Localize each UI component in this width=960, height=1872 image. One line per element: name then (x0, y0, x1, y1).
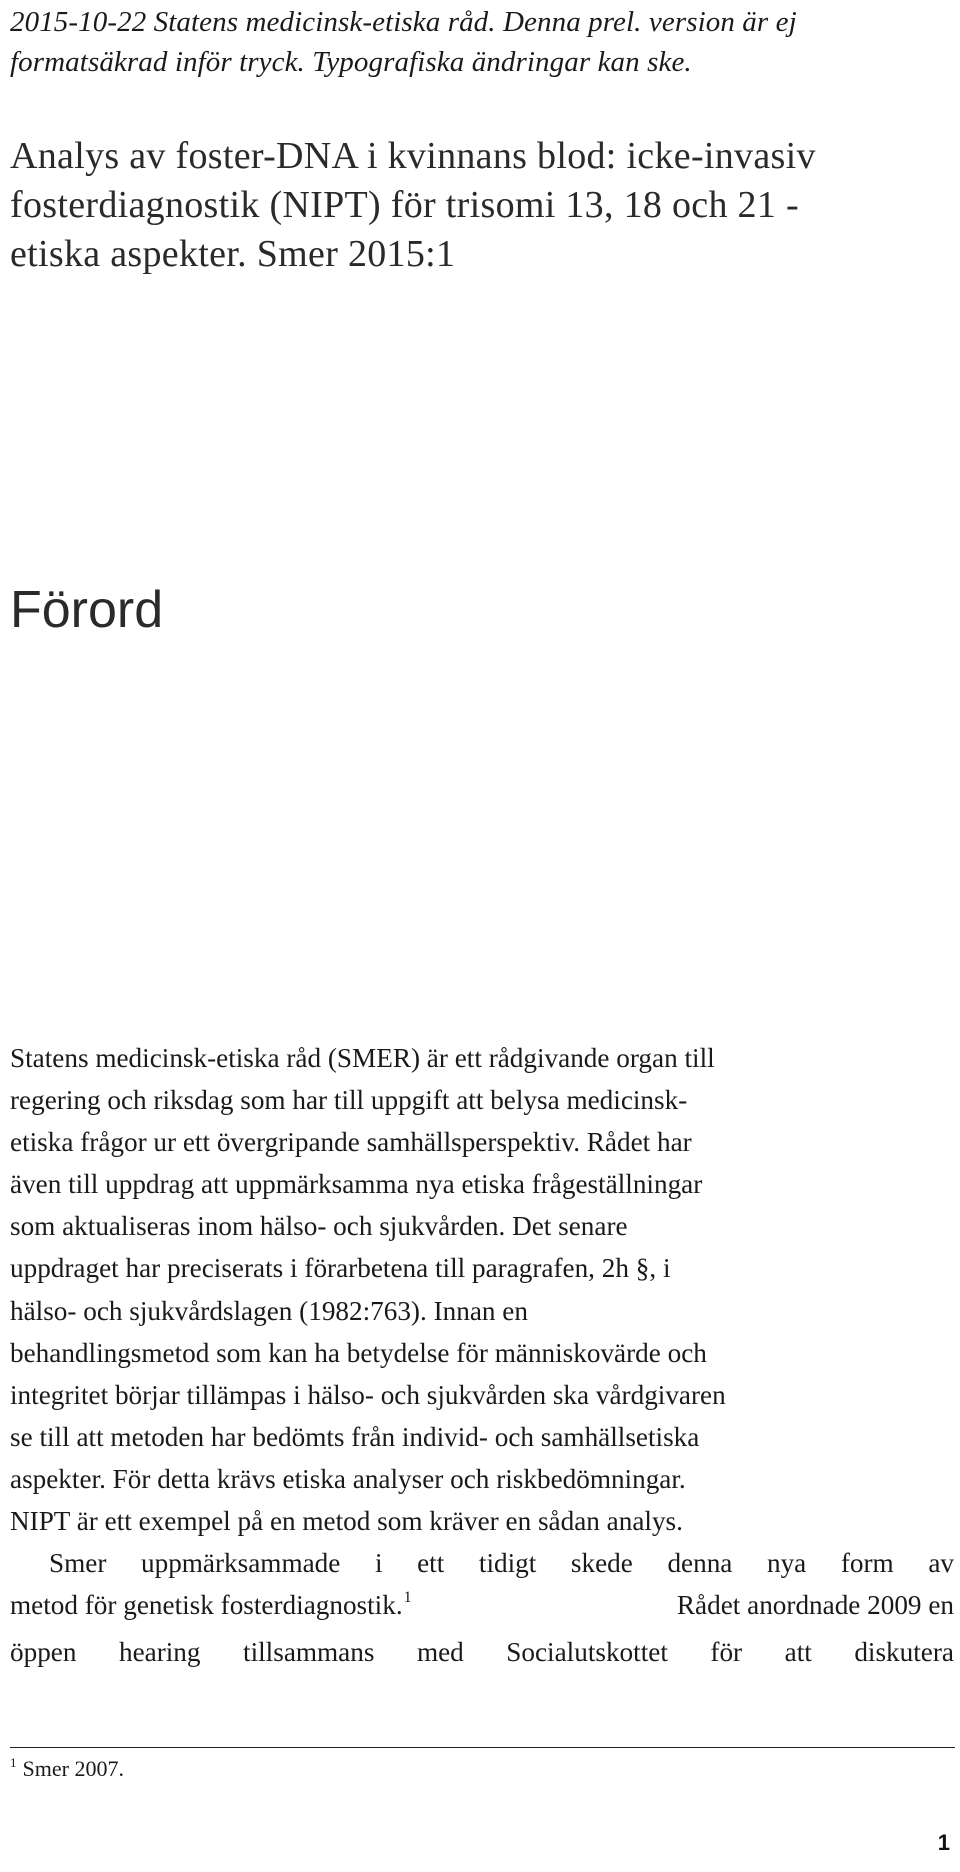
title-line-2: fosterdiagnostik (NIPT) för trisomi 13, 18 och 21 - (10, 184, 799, 226)
title-line-3: etiska aspekter. Smer 2015:1 (10, 233, 456, 275)
paragraph-2-line-1: Smer uppmärksammade i ett tidigt skede denna nya form av (49, 1548, 954, 1579)
title-line-1: Analys av foster-DNA i kvinnans blod: icke-invasiv (10, 135, 816, 177)
paragraph-2-line-2-after: Rådet anordnade 2009 en (676, 1590, 954, 1621)
footnote (10, 1754, 124, 1787)
paragraph-1 (10, 1037, 954, 1542)
section-heading: Förord (10, 581, 164, 639)
document-title (10, 132, 955, 279)
body-line: regering och riksdag som har till uppgift att belysa medicinsk- (10, 1085, 688, 1116)
body-line: se till att metoden har bedömts från individ- och samhällsetiska (10, 1421, 700, 1452)
body-text (10, 1037, 954, 1673)
paragraph-2-line-3: öppen hearing tillsammans med Socialutskottet för att diskutera (10, 1637, 954, 1668)
paragraph-2-line-2-start (10, 1584, 418, 1631)
body-line: uppdraget har preciserats i förarbetena till paragrafen, 2h §, i (10, 1253, 671, 1284)
body-line: integritet börjar tillämpas i hälso- och sjukvården ska vårdgivaren (10, 1379, 726, 1410)
page-number: 1 (937, 1830, 950, 1855)
paragraph-2-line-2-before: metod för genetisk fosterdiagnostik. (10, 1590, 403, 1621)
body-line: aspekter. För detta krävs etiska analyser och riskbedömningar. (10, 1463, 686, 1494)
draft-version-note (10, 2, 950, 82)
paragraph-2 (10, 1542, 954, 1584)
footnote-reference[interactable]: 1 (403, 1589, 412, 1607)
body-line: NIPT är ett exempel på en metod som kräver en sådan analys. (10, 1506, 683, 1537)
body-line: även till uppdrag att uppmärksamma nya etiska frågeställningar (10, 1169, 703, 1200)
body-line: Statens medicinsk-etiska råd (SMER) är ett rådgivande organ till (10, 1043, 715, 1073)
body-line: som aktualiseras inom hälso- och sjukvården. Det senare (10, 1211, 628, 1242)
draft-note-line-2: formatsäkrad inför tryck. Typografiska ändringar kan ske. (10, 46, 692, 78)
paragraph-2-line-3-wrap (10, 1631, 954, 1673)
footnote-mark: 1 (10, 1755, 17, 1770)
body-line: behandlingsmetod som kan ha betydelse för människovärde och (10, 1337, 707, 1368)
body-line: etiska frågor ur ett övergripande samhällsperspektiv. Rådet har (10, 1127, 692, 1158)
body-line: hälso- och sjukvårdslagen (1982:763). Innan en (10, 1295, 528, 1326)
footnote-text: Smer 2007. (22, 1756, 124, 1781)
paragraph-2-line-2 (10, 1584, 954, 1631)
footnote-divider (10, 1747, 955, 1748)
paragraph-2-continued (10, 1584, 954, 1631)
draft-note-line-1: 2015-10-22 Statens medicinsk-etiska råd. Denna prel. version är ej (10, 6, 797, 38)
